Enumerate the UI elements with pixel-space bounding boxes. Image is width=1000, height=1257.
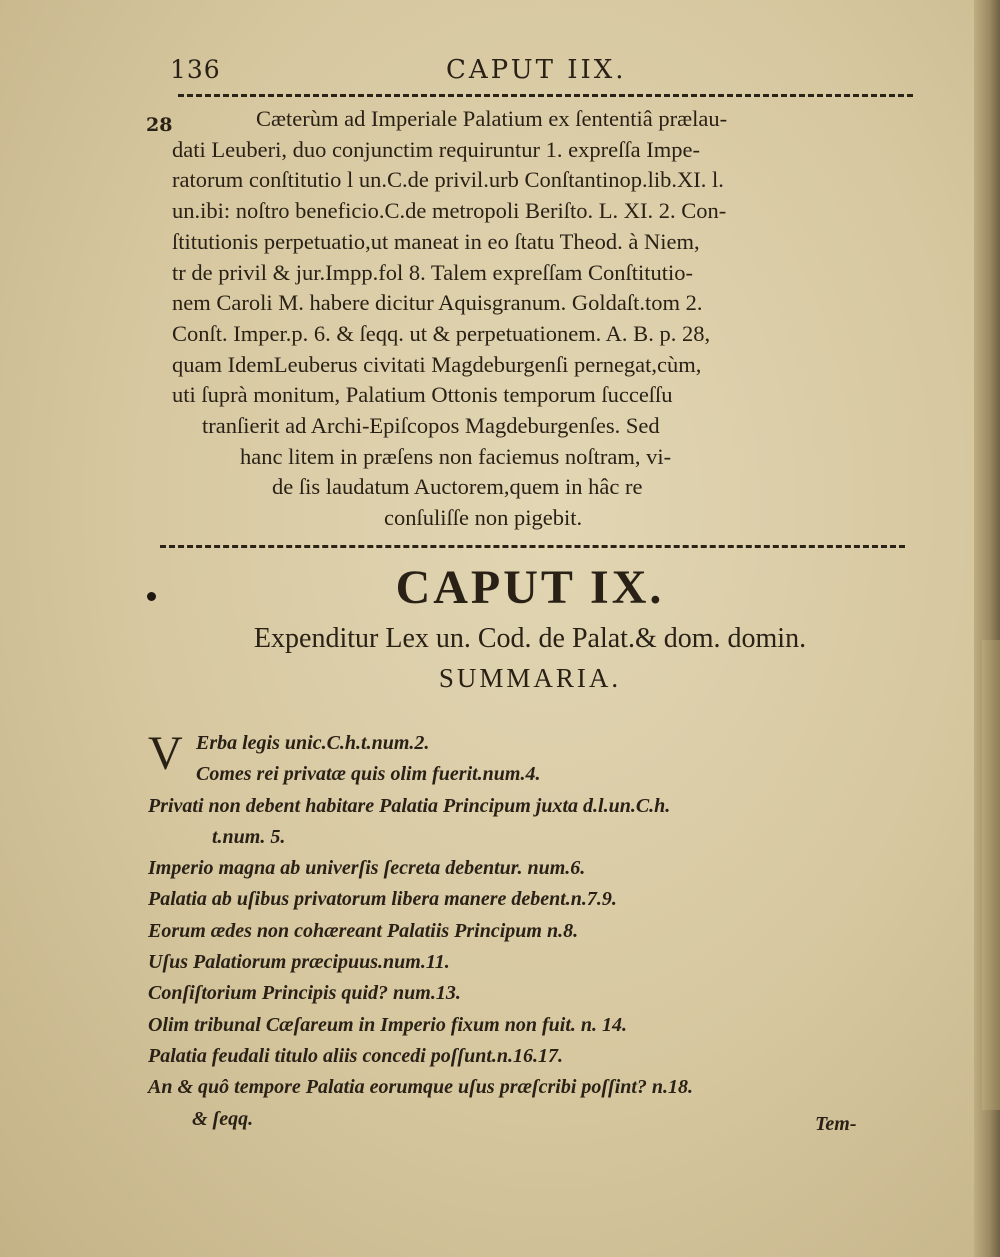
- text-line: de ſis laudatum Auctorem,quem in hâc re: [272, 474, 643, 500]
- text-line: dati Leuberi, duo conjunctim requiruntur 1. expreſſa Impe-: [172, 136, 700, 162]
- list-item: Uſus Palatiorum præcipuus.num.11.: [148, 951, 450, 974]
- chapter-heading: [130, 560, 930, 694]
- text-line: tranſierit ad Archi-Epiſcopos Magdeburgenſes. Sed: [202, 413, 660, 439]
- list-item: t.num. 5.: [212, 825, 286, 848]
- drop-cap: V: [148, 727, 183, 780]
- text-line: conſuliſſe non pigebit.: [384, 505, 583, 531]
- summaria-label: SUMMARIA.: [438, 663, 622, 693]
- list-item: & ſeqq.: [192, 1107, 254, 1130]
- page-edge: [982, 640, 1000, 1110]
- list-item: Privati non debent habitare Palatia Principum juxta d.l.un.C.h.: [148, 794, 671, 817]
- text-line: nem Caroli M. habere dicitur Aquisgranum. Goldaſt.tom 2.: [172, 290, 703, 316]
- page-number: 136: [170, 55, 221, 84]
- list-item: Olim tribunal Cæſareum in Imperio fixum non fuit. n. 14.: [148, 1013, 627, 1036]
- list-item: Erba legis unic.C.h.t.num.2.: [196, 732, 430, 754]
- running-title: CAPUT IIX.: [446, 55, 627, 85]
- section-rule: [160, 545, 905, 548]
- chapter-subtitle: Expenditur Lex un. Cod. de Palat.& dom. domin.: [253, 623, 807, 654]
- list-item: Palatia ab uſibus privatorum libera manere debent.n.7.9.: [148, 888, 617, 911]
- chapter-title: CAPUT IX.: [395, 561, 665, 614]
- margin-number: 28: [146, 114, 173, 136]
- text-line: tr de privil & jur.Impp.fol 8. Talem expreſſam Conſtitutio-: [172, 259, 694, 285]
- text-line: uti ſuprà monitum, Palatium Ottonis temporum ſucceſſu: [172, 382, 673, 408]
- running-head: [170, 55, 910, 95]
- text-line: Conſt. Imper.p. 6. & ſeqq. ut & perpetuationem. A. B. p. 28,: [172, 320, 711, 346]
- list-item: Imperio magna ab univerſis ſecreta debentur. num.6.: [148, 857, 586, 880]
- text-line: ſtitutionis perpetuatio,ut maneat in eo ſtatu Theod. à Niem,: [172, 228, 700, 254]
- text-line: ratorum conſtitutio l un.C.de privil.urb Conſtantinop.lib.XI. l.: [172, 167, 724, 193]
- list-item: Eorum ædes non cohæreant Palatiis Principum n.8.: [148, 919, 579, 942]
- list-item: Palatia feudali titulo aliis concedi poſſunt.n.16.17.: [148, 1044, 564, 1067]
- list-item: Conſiſtorium Principis quid? num.13.: [148, 982, 461, 1005]
- text-line: quam IdemLeuberus civitati Magdeburgenſi pernegat,cùm,: [172, 351, 702, 377]
- header-rule: [178, 94, 913, 97]
- list-item: An & quô tempore Palatia eorumque uſus præſcribi poſſint? n.18.: [148, 1076, 694, 1099]
- text-line: un.ibi: noſtro beneficio.C.de metropoli Beriſto. L. XI. 2. Con-: [172, 198, 727, 224]
- text-line: hanc litem in præſens non faciemus noſtram, vi-: [240, 443, 672, 469]
- text-line: Cæterùm ad Imperiale Palatium ex ſententiâ prælau-: [256, 106, 728, 131]
- list-item: Comes rei privatæ quis olim fuerit.num.4.: [196, 763, 541, 786]
- summaria-list: [148, 728, 908, 1135]
- paragraph-text: [172, 104, 912, 534]
- catchword: Tem-: [815, 1113, 857, 1135]
